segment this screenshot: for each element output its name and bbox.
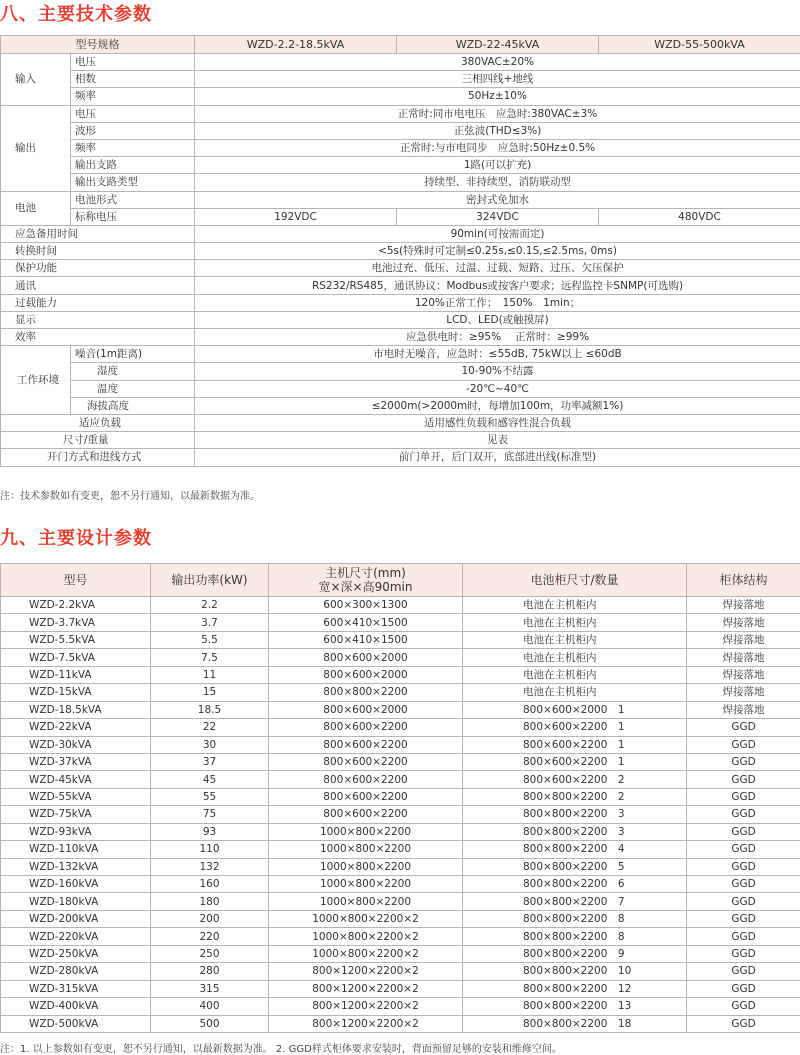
cell-battery-cabinet: 800×600×2000 1 — [463, 701, 687, 718]
cell-battery-cabinet: 800×800×2200 3 — [463, 823, 687, 840]
table-row — [1, 277, 800, 294]
param-value: RS232/RS485，通讯协议：Modbus或按客户要求；远程监控卡SNMP(可选购) — [195, 277, 800, 294]
cell-host-size: 600×300×1300 — [269, 597, 463, 614]
param-label: 输出支路类型 — [71, 174, 195, 191]
table-row — [1, 928, 800, 945]
table-row — [1, 684, 800, 701]
table-row — [1, 649, 800, 666]
param-label: 通讯 — [1, 277, 195, 294]
table-row — [1, 243, 800, 260]
cell-model: WZD-7.5kVA — [1, 649, 151, 666]
param-value: 见表 — [195, 432, 800, 449]
table-row — [1, 260, 800, 277]
param-value: 应急供电时：≥95% 正常时：≥99% — [195, 329, 800, 346]
design-params-table — [0, 563, 800, 1033]
cell-power: 180 — [151, 893, 269, 910]
cell-model: WZD-160kVA — [1, 876, 151, 893]
param-label: 应急备用时间 — [1, 225, 195, 242]
cell-model: WZD-2.2kVA — [1, 597, 151, 614]
cell-structure: GGD — [687, 719, 800, 736]
group-label-input: 输入 — [1, 54, 71, 106]
param-value: 正弦波(THD≤3%) — [195, 122, 800, 139]
table-row — [1, 311, 800, 328]
table-row — [1, 753, 800, 770]
cell-power: 160 — [151, 876, 269, 893]
table-row — [1, 771, 800, 788]
cell-battery-cabinet: 800×800×2200 4 — [463, 841, 687, 858]
param-value: 120%正常工作； 150% 1min； — [195, 294, 800, 311]
cell-model: WZD-250kVA — [1, 945, 151, 962]
param-value: 192VDC — [195, 208, 397, 225]
cell-structure: GGD — [687, 893, 800, 910]
cell-model: WZD-22kVA — [1, 719, 151, 736]
table-row — [1, 294, 800, 311]
cell-model: WZD-18.5kVA — [1, 701, 151, 718]
cell-structure: GGD — [687, 963, 800, 980]
cell-power: 2.2 — [151, 597, 269, 614]
header-host-size-line2: 宽×深×高90min — [271, 580, 460, 594]
table-row — [1, 346, 800, 363]
cell-host-size: 1000×800×2200×2 — [269, 910, 463, 927]
cell-host-size: 800×600×2000 — [269, 701, 463, 718]
cell-model: WZD-93kVA — [1, 823, 151, 840]
table-header-row — [1, 564, 800, 597]
param-label: 噪音(1m距离) — [71, 346, 195, 363]
cell-host-size: 1000×800×2200×2 — [269, 945, 463, 962]
table-row — [1, 963, 800, 980]
cell-model: WZD-220kVA — [1, 928, 151, 945]
cell-battery-cabinet: 800×800×2200 8 — [463, 928, 687, 945]
table-row — [1, 380, 800, 397]
cell-host-size: 1000×800×2200 — [269, 823, 463, 840]
cell-model: WZD-15kVA — [1, 684, 151, 701]
table-row — [1, 139, 800, 156]
table-row — [1, 945, 800, 962]
cell-battery-cabinet: 800×800×2200 2 — [463, 788, 687, 805]
cell-model: WZD-200kVA — [1, 910, 151, 927]
cell-power: 110 — [151, 841, 269, 858]
cell-power: 132 — [151, 858, 269, 875]
table-row — [1, 225, 800, 242]
table-row — [1, 191, 800, 208]
table-row — [1, 449, 800, 466]
cell-model: WZD-110kVA — [1, 841, 151, 858]
param-label: 温度 — [71, 380, 195, 397]
cell-structure: 焊接落地 — [687, 684, 800, 701]
param-label: 显示 — [1, 311, 195, 328]
cell-battery-cabinet: 800×800×2200 7 — [463, 893, 687, 910]
table-row — [1, 841, 800, 858]
header-cell-model: 型号 — [1, 564, 151, 597]
cell-battery-cabinet: 800×600×2200 2 — [463, 771, 687, 788]
param-value: -20℃~40℃ — [195, 380, 800, 397]
cell-host-size: 800×1200×2200×2 — [269, 980, 463, 997]
cell-host-size: 800×600×2200 — [269, 719, 463, 736]
header-cell-model: WZD-2.2-18.5kVA — [195, 36, 397, 54]
param-value: 正常时:同市电电压 应急时:380VAC±3% — [195, 105, 800, 122]
table-row — [1, 893, 800, 910]
table-row — [1, 806, 800, 823]
param-label: 尺寸/重量 — [1, 432, 195, 449]
param-label: 湿度 — [71, 363, 195, 380]
cell-host-size: 800×1200×2200×2 — [269, 963, 463, 980]
group-label-battery: 电池 — [1, 191, 71, 225]
param-label: 频率 — [71, 88, 195, 105]
table-row — [1, 174, 800, 191]
param-value: 10-90%不结露 — [195, 363, 800, 380]
table-row — [1, 736, 800, 753]
table-row — [1, 208, 800, 225]
cell-host-size: 800×800×2200 — [269, 684, 463, 701]
cell-power: 55 — [151, 788, 269, 805]
table-row — [1, 823, 800, 840]
technical-params-note: 注：技术参数如有变更，恕不另行通知，以最新数据为准。 — [0, 487, 260, 502]
param-value: 三相四线+地线 — [195, 71, 800, 88]
cell-battery-cabinet: 800×800×2200 10 — [463, 963, 687, 980]
cell-power: 30 — [151, 736, 269, 753]
param-value: 380VAC±20% — [195, 54, 800, 71]
cell-structure: GGD — [687, 1015, 800, 1032]
cell-structure: 焊接落地 — [687, 649, 800, 666]
param-value: 480VDC — [599, 208, 800, 225]
table-row — [1, 122, 800, 139]
cell-host-size: 600×410×1500 — [269, 614, 463, 631]
cell-model: WZD-132kVA — [1, 858, 151, 875]
param-label: 电压 — [71, 54, 195, 71]
cell-battery-cabinet: 电池在主机柜内 — [463, 666, 687, 683]
cell-structure: GGD — [687, 841, 800, 858]
cell-structure: GGD — [687, 928, 800, 945]
param-label: 标称电压 — [71, 208, 195, 225]
table-row — [1, 105, 800, 122]
header-cell-host-size — [269, 564, 463, 597]
param-label: 保护功能 — [1, 260, 195, 277]
cell-power: 3.7 — [151, 614, 269, 631]
table-header-row — [1, 36, 800, 54]
cell-structure: GGD — [687, 736, 800, 753]
group-label-output: 输出 — [1, 105, 71, 191]
cell-structure: GGD — [687, 753, 800, 770]
table-row — [1, 1015, 800, 1032]
param-label: 效率 — [1, 329, 195, 346]
param-label: 频率 — [71, 139, 195, 156]
cell-power: 500 — [151, 1015, 269, 1032]
section-title-technical-params: 八、主要技术参数 — [0, 0, 152, 26]
cell-battery-cabinet: 800×800×2200 8 — [463, 910, 687, 927]
cell-power: 250 — [151, 945, 269, 962]
cell-structure: 焊接落地 — [687, 666, 800, 683]
cell-model: WZD-37kVA — [1, 753, 151, 770]
cell-battery-cabinet: 800×800×2200 6 — [463, 876, 687, 893]
cell-model: WZD-11kVA — [1, 666, 151, 683]
param-label: 相数 — [71, 71, 195, 88]
param-value: 持续型、非持续型、消防联动型 — [195, 174, 800, 191]
cell-battery-cabinet: 800×800×2200 9 — [463, 945, 687, 962]
param-value: 50Hz±10% — [195, 88, 800, 105]
cell-host-size: 1000×800×2200 — [269, 876, 463, 893]
cell-battery-cabinet: 800×800×2200 12 — [463, 980, 687, 997]
param-label: 过载能力 — [1, 294, 195, 311]
param-value: 正常时:与市电同步 应急时:50Hz±0.5% — [195, 139, 800, 156]
header-host-size-line1: 主机尺寸(mm) — [271, 566, 460, 580]
cell-battery-cabinet: 800×600×2200 1 — [463, 736, 687, 753]
table-row — [1, 157, 800, 174]
cell-structure: GGD — [687, 910, 800, 927]
cell-structure: GGD — [687, 806, 800, 823]
cell-power: 22 — [151, 719, 269, 736]
param-value: ≤2000m(>2000m时，每增加100m，功率减额1%) — [195, 397, 800, 414]
header-cell-structure: 柜体结构 — [687, 564, 800, 597]
param-label: 适应负载 — [1, 414, 195, 431]
cell-host-size: 800×1200×2200×2 — [269, 1015, 463, 1032]
cell-battery-cabinet: 800×800×2200 18 — [463, 1015, 687, 1032]
cell-structure: GGD — [687, 945, 800, 962]
param-value: LCD、LED(或触摸屏) — [195, 311, 800, 328]
cell-power: 220 — [151, 928, 269, 945]
cell-structure: 焊接落地 — [687, 597, 800, 614]
cell-structure: 焊接落地 — [687, 701, 800, 718]
param-label: 电池形式 — [71, 191, 195, 208]
cell-host-size: 800×600×2000 — [269, 666, 463, 683]
table-row — [1, 701, 800, 718]
cell-host-size: 800×600×2200 — [269, 753, 463, 770]
table-row — [1, 397, 800, 414]
cell-host-size: 1000×800×2200×2 — [269, 928, 463, 945]
param-value: 1路(可以扩充) — [195, 157, 800, 174]
param-value: 90min(可按需而定) — [195, 225, 800, 242]
header-cell-model-spec: 型号规格 — [1, 36, 195, 54]
cell-model: WZD-45kVA — [1, 771, 151, 788]
cell-battery-cabinet: 电池在主机柜内 — [463, 614, 687, 631]
cell-power: 93 — [151, 823, 269, 840]
param-value: 适用感性负载和感容性混合负载 — [195, 414, 800, 431]
table-row — [1, 414, 800, 431]
cell-power: 75 — [151, 806, 269, 823]
param-label: 输出支路 — [71, 157, 195, 174]
cell-power: 37 — [151, 753, 269, 770]
cell-host-size: 800×600×2200 — [269, 771, 463, 788]
header-cell-model: WZD-55-500kVA — [599, 36, 800, 54]
cell-battery-cabinet: 800×800×2200 5 — [463, 858, 687, 875]
param-label: 开门方式和进线方式 — [1, 449, 195, 466]
table-row — [1, 980, 800, 997]
table-row — [1, 788, 800, 805]
cell-model: WZD-55kVA — [1, 788, 151, 805]
param-value: 前门单开，后门双开，底部进出线(标准型) — [195, 449, 800, 466]
cell-host-size: 800×600×2200 — [269, 788, 463, 805]
header-cell-battery-cabinet: 电池柜尺寸/数量 — [463, 564, 687, 597]
table-row — [1, 631, 800, 648]
table-row — [1, 876, 800, 893]
cell-host-size: 800×600×2200 — [269, 806, 463, 823]
table-row — [1, 614, 800, 631]
cell-structure: 焊接落地 — [687, 631, 800, 648]
cell-model: WZD-400kVA — [1, 998, 151, 1015]
cell-power: 7.5 — [151, 649, 269, 666]
cell-battery-cabinet: 电池在主机柜内 — [463, 597, 687, 614]
cell-structure: GGD — [687, 998, 800, 1015]
cell-power: 18.5 — [151, 701, 269, 718]
param-value: <5s(特殊时可定制≤0.25s,≤0.1S,≤2.5ms, 0ms) — [195, 243, 800, 260]
table-row — [1, 910, 800, 927]
cell-host-size: 800×1200×2200×2 — [269, 998, 463, 1015]
table-row — [1, 858, 800, 875]
cell-model: WZD-180kVA — [1, 893, 151, 910]
cell-model: WZD-315kVA — [1, 980, 151, 997]
cell-structure: GGD — [687, 823, 800, 840]
table-row — [1, 54, 800, 71]
cell-host-size: 1000×800×2200 — [269, 858, 463, 875]
table-row — [1, 71, 800, 88]
cell-power: 5.5 — [151, 631, 269, 648]
cell-power: 280 — [151, 963, 269, 980]
section-title-design-params: 九、主要设计参数 — [0, 524, 152, 550]
table-row — [1, 666, 800, 683]
table-row — [1, 363, 800, 380]
cell-power: 200 — [151, 910, 269, 927]
param-label: 电压 — [71, 105, 195, 122]
cell-battery-cabinet: 电池在主机柜内 — [463, 631, 687, 648]
param-value: 324VDC — [397, 208, 599, 225]
cell-host-size: 1000×800×2200 — [269, 893, 463, 910]
cell-battery-cabinet: 800×600×2200 1 — [463, 753, 687, 770]
param-value: 密封式免加水 — [195, 191, 800, 208]
design-params-note: 注：1. 以上参数如有变更，恕不另行通知，以最新数据为准。 2. GGD样式柜体要求安装时，背面预留足够的安装和维修空间。 — [0, 1040, 562, 1055]
cell-model: WZD-30kVA — [1, 736, 151, 753]
param-value: 市电时无噪音，应急时：≤55dB, 75kW以上 ≤60dB — [195, 346, 800, 363]
cell-host-size: 1000×800×2200 — [269, 841, 463, 858]
cell-battery-cabinet: 电池在主机柜内 — [463, 684, 687, 701]
table-row — [1, 597, 800, 614]
cell-power: 400 — [151, 998, 269, 1015]
cell-host-size: 800×600×2000 — [269, 649, 463, 666]
table-row — [1, 329, 800, 346]
cell-model: WZD-280kVA — [1, 963, 151, 980]
cell-model: WZD-500kVA — [1, 1015, 151, 1032]
cell-battery-cabinet: 电池在主机柜内 — [463, 649, 687, 666]
group-label-environment: 工作环境 — [1, 346, 71, 415]
cell-model: WZD-5.5kVA — [1, 631, 151, 648]
cell-host-size: 600×410×1500 — [269, 631, 463, 648]
param-label: 转换时间 — [1, 243, 195, 260]
cell-model: WZD-3.7kVA — [1, 614, 151, 631]
cell-structure: GGD — [687, 771, 800, 788]
cell-battery-cabinet: 800×800×2200 3 — [463, 806, 687, 823]
table-row — [1, 719, 800, 736]
table-row — [1, 432, 800, 449]
cell-structure: GGD — [687, 858, 800, 875]
cell-power: 45 — [151, 771, 269, 788]
technical-params-table — [0, 35, 800, 467]
table-row — [1, 998, 800, 1015]
cell-power: 15 — [151, 684, 269, 701]
cell-power: 11 — [151, 666, 269, 683]
cell-structure: 焊接落地 — [687, 614, 800, 631]
cell-host-size: 800×600×2200 — [269, 736, 463, 753]
param-label: 海拔高度 — [71, 397, 195, 414]
cell-model: WZD-75kVA — [1, 806, 151, 823]
param-value: 电池过充、低压、过温、过载、短路、过压、欠压保护 — [195, 260, 800, 277]
cell-battery-cabinet: 800×800×2200 13 — [463, 998, 687, 1015]
cell-structure: GGD — [687, 788, 800, 805]
cell-structure: GGD — [687, 980, 800, 997]
header-cell-power: 输出功率(kW) — [151, 564, 269, 597]
header-cell-model: WZD-22-45kVA — [397, 36, 599, 54]
cell-power: 315 — [151, 980, 269, 997]
cell-structure: GGD — [687, 876, 800, 893]
cell-battery-cabinet: 800×600×2200 1 — [463, 719, 687, 736]
param-label: 波形 — [71, 122, 195, 139]
table-row — [1, 88, 800, 105]
